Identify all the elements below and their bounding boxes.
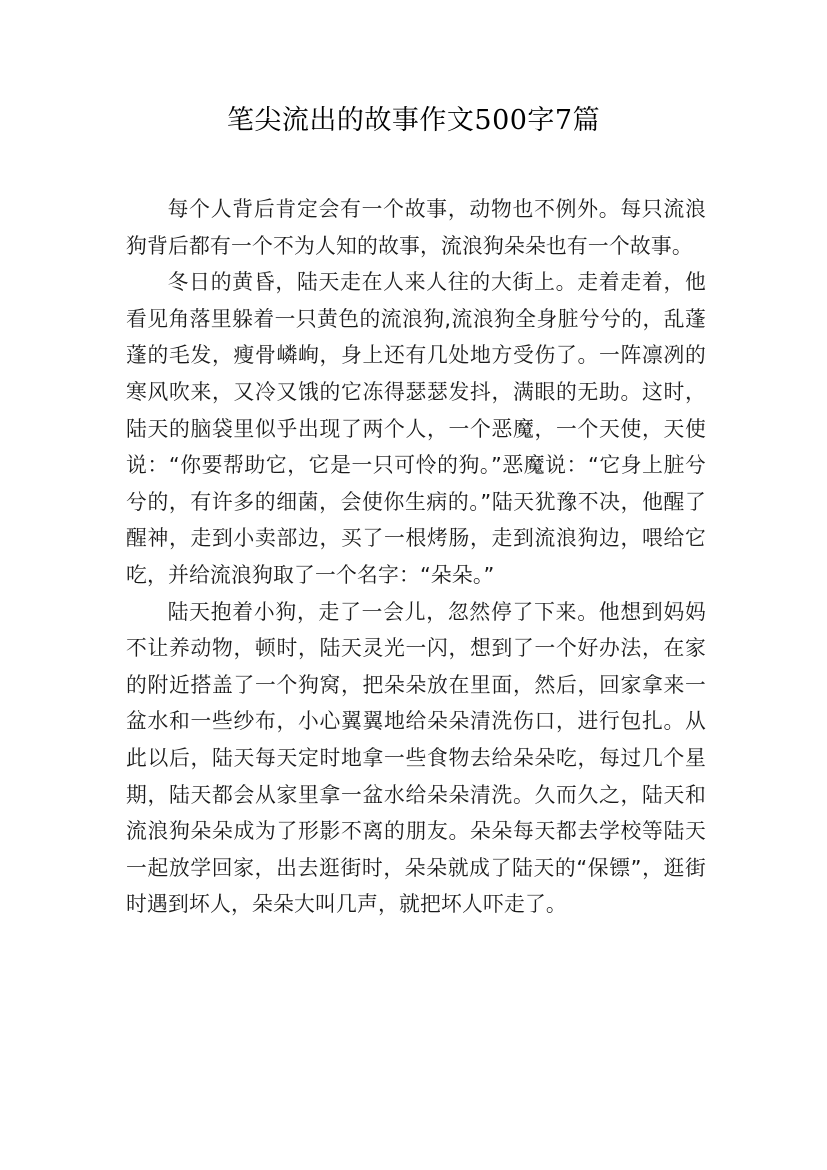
document-title: 笔尖流出的故事作文500字7篇 [226,105,601,136]
paragraph: 冬日的黄昏，陆天走在人来人往的大街上。走着走着，他看见角落里躲着一只黄色的流浪狗,流浪狗全身脏兮兮的，乱蓬蓬的毛发，瘦骨嶙峋，身上还有几处地方受伤了。一阵凛冽的寒风吹来，又冷又饿的它冻得瑟瑟发抖，满眼的无助。这时，陆天的脑袋里似乎出现了两个人，一个恶魔，一个天使，天使说：“你要帮助它，它是一只可怜的狗。”恶魔说：“它身上脏兮兮的，有许多的细菌，会使你生病的。”陆天犹豫不决，他醒了醒神，走到小卖部边，买了一根烤肠，走到流浪狗边，喂给它吃，并给流浪狗取了一个名字：“朵朵。” [126,270,706,587]
paragraph: 每个人背后肯定会有一个故事，动物也不例外。每只流浪狗背后都有一个不为人知的故事，流浪狗朵朵也有一个故事。 [126,197,706,258]
paragraph: 陆天抱着小狗，走了一会儿，忽然停了下来。他想到妈妈不让养动物，顿时，陆天灵光一闪，想到了一个好办法，在家的附近搭盖了一个狗窝，把朵朵放在里面，然后，回家拿来一盆水和一些纱布，小心翼翼地给朵朵清洗伤口，进行包扎。从此以后，陆天每天定时地拿一些食物去给朵朵吃，每过几个星期，陆天都会从家里拿一盆水给朵朵清洗。久而久之，陆天和流浪狗朵朵成为了形影不离的朋友。朵朵每天都去学校等陆天一起放学回家，出去逛街时，朵朵就成了陆天的“保镖”，逛街时遇到坏人，朵朵大叫几声，就把坏人吓走了。 [126,599,706,917]
document-body [126,191,706,923]
